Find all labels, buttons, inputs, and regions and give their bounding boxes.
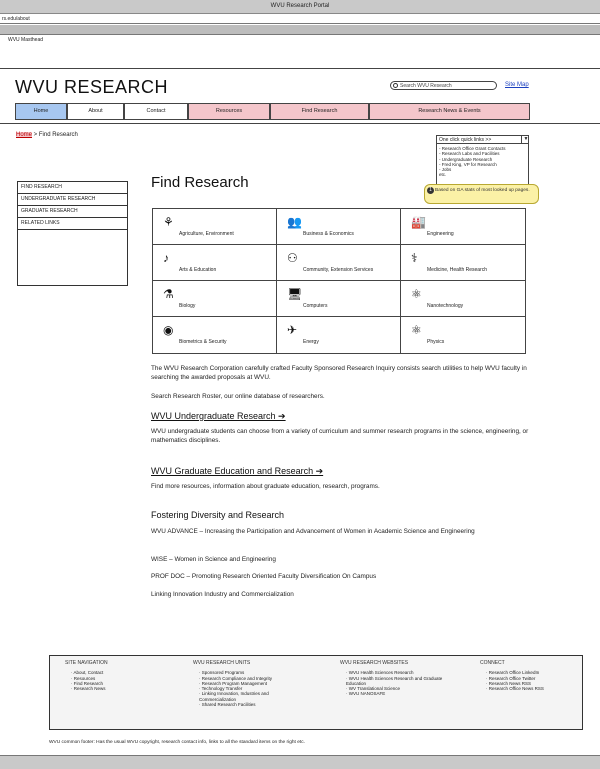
category-label: Nanotechnology bbox=[427, 303, 464, 309]
nav-home[interactable]: Home bbox=[15, 103, 67, 120]
factory-icon: 🏭 bbox=[411, 215, 426, 229]
eye-icon: ◉ bbox=[163, 323, 174, 337]
footer-link[interactable]: · Research News bbox=[71, 686, 108, 691]
quick-link-item[interactable]: - Jobs bbox=[439, 167, 452, 173]
footer-heading: WVU RESEARCH UNITS bbox=[193, 660, 251, 666]
window-title: WVU Research Portal bbox=[0, 0, 600, 14]
masthead: WVU Masthead bbox=[8, 37, 44, 43]
category-community[interactable] bbox=[277, 245, 401, 281]
atom-icon: ⚛ bbox=[411, 287, 422, 301]
plant-icon: ⚘ bbox=[163, 215, 174, 229]
diversity-item[interactable]: Linking Innovation Industry and Commercialization bbox=[151, 591, 294, 598]
diversity-heading: Fostering Diversity and Research bbox=[151, 510, 285, 520]
category-nanotechnology[interactable] bbox=[401, 281, 525, 317]
breadcrumb-separator: > bbox=[32, 132, 39, 138]
search-input[interactable]: Search WVU Research bbox=[390, 81, 497, 90]
category-label: Computers bbox=[303, 303, 328, 309]
diversity-item[interactable]: PROF DOC – Promoting Research Oriented Faculty Diversification On Campus bbox=[151, 573, 377, 580]
chevron-down-icon[interactable]: ▼ bbox=[521, 135, 530, 144]
side-nav-undergraduate-research[interactable]: UNDERGRADUATE RESEARCH bbox=[18, 194, 127, 206]
music-icon: ♪ bbox=[163, 251, 169, 265]
side-nav-graduate-research[interactable]: GRADUATE RESEARCH bbox=[18, 206, 127, 218]
quick-link-item[interactable]: etc. bbox=[439, 172, 447, 178]
breadcrumb-home[interactable]: Home bbox=[16, 132, 33, 138]
footer-link[interactable]: · Resources bbox=[71, 676, 108, 681]
site-map-link[interactable]: Site Map bbox=[505, 82, 529, 88]
category-label: Business & Economics bbox=[303, 231, 354, 237]
undergrad-text: WVU undergraduate students can choose from a variety of curriculum and summer research programs in the science, engineering, or mathematics disciplines. bbox=[151, 428, 529, 444]
community-icon: ⚇ bbox=[287, 251, 298, 265]
footer-link[interactable]: · Research Office Twitter bbox=[486, 676, 544, 681]
nav-resources[interactable]: Resources bbox=[188, 103, 270, 120]
roster-link[interactable]: Search Research Roster, our online database of researchers. bbox=[151, 393, 325, 400]
quick-link-item[interactable]: - Research Labs and Facilities bbox=[439, 151, 500, 157]
category-label: Arts & Education bbox=[179, 267, 217, 273]
footer-note: WVU common footer: Has the usual WVU copyright, research contact info, links to all the standard items on the right etc. bbox=[49, 740, 305, 745]
footer-link[interactable]: · Research Office LinkedIn bbox=[486, 670, 544, 675]
footer-link[interactable]: · WVU Health Sciences Research and Graduate Education bbox=[346, 676, 450, 687]
people-icon: 👥 bbox=[287, 215, 302, 229]
footer-link[interactable]: · Research Office News RSS bbox=[486, 686, 544, 691]
address-bar[interactable]: rs.edu/about bbox=[0, 14, 600, 24]
footer-link[interactable]: · Find Research bbox=[71, 681, 108, 686]
category-biometrics[interactable] bbox=[153, 317, 277, 353]
footer-heading: WVU RESEARCH WEBSITES bbox=[340, 660, 409, 666]
nav-divider bbox=[0, 123, 600, 124]
footer-link[interactable]: · WV Translational Science bbox=[346, 686, 450, 691]
footer-heading: CONNECT bbox=[480, 660, 505, 666]
annotation-number: 1 bbox=[427, 187, 434, 194]
category-label: Community, Extension Services bbox=[303, 267, 374, 273]
quick-link-item[interactable]: - Undergraduate Research bbox=[439, 156, 493, 162]
footer bbox=[49, 655, 583, 730]
category-biology[interactable] bbox=[153, 281, 277, 317]
intro-text: The WVU Research Corporation carefully crafted Faculty Sponsored Research Inquiry consists search utilities to help WVU faculty in searching the awarded proposals at WVU. bbox=[151, 365, 527, 381]
research-categories-grid bbox=[152, 208, 526, 354]
undergrad-heading-link[interactable]: WVU Undergraduate Research ➔ bbox=[151, 411, 286, 421]
side-nav bbox=[17, 181, 128, 286]
category-label: Engineering bbox=[427, 231, 454, 237]
footer-link[interactable]: · Research Compliance and Integrity bbox=[199, 676, 303, 681]
page-title: Find Research bbox=[151, 174, 249, 191]
quick-links-select[interactable]: One click quick links >> bbox=[436, 135, 529, 144]
footer-link[interactable]: · Sponsored Programs bbox=[199, 670, 303, 675]
category-label: Medicine, Health Research bbox=[427, 267, 488, 273]
category-label: Agriculture, Environment bbox=[179, 231, 234, 237]
masthead-divider bbox=[0, 68, 600, 69]
grad-heading-link[interactable]: WVU Graduate Education and Research ➔ bbox=[151, 466, 324, 476]
category-physics[interactable] bbox=[401, 317, 525, 353]
wind-turbine-icon: ✈ bbox=[287, 323, 298, 337]
diversity-item[interactable]: WISE – Women in Science and Engineering bbox=[151, 556, 276, 563]
category-label: Energy bbox=[303, 339, 319, 345]
category-medicine[interactable] bbox=[401, 245, 525, 281]
footer-link[interactable]: · Research Program Management bbox=[199, 681, 303, 686]
grad-text: Find more resources, information about graduate education, research, programs. bbox=[151, 483, 380, 490]
diversity-item[interactable]: WVU ADVANCE – Increasing the Participation and Advancement of Women in Academic Science and Engineering bbox=[151, 528, 475, 535]
footer-link[interactable]: · Shared Research Facilities bbox=[199, 702, 303, 707]
footer-column bbox=[480, 661, 544, 691]
nav-contact[interactable]: Contact bbox=[124, 103, 188, 120]
footer-link[interactable]: · Technology Transfer bbox=[199, 686, 303, 691]
footer-link[interactable]: · Linking Innovation, Industries and Commercialization bbox=[199, 691, 303, 702]
medical-icon: ⚕ bbox=[411, 251, 418, 265]
search-icon bbox=[393, 83, 398, 88]
footer-link[interactable]: · Research News RSS bbox=[486, 681, 544, 686]
computer-icon: 🖥 bbox=[287, 287, 303, 301]
quick-link-item[interactable]: - Fred King, VP for Research bbox=[439, 161, 497, 167]
bottom-bar bbox=[0, 755, 600, 769]
footer-column bbox=[340, 661, 450, 697]
annotation-note: Based on GA stats of most looked up pages. bbox=[424, 184, 539, 204]
footer-link[interactable]: · About, Contact bbox=[71, 670, 108, 675]
category-business[interactable] bbox=[277, 209, 401, 245]
nav-research-news[interactable]: Research News & Events bbox=[369, 103, 530, 120]
side-nav-find-research[interactable]: FIND RESEARCH bbox=[18, 182, 127, 194]
quick-link-item[interactable]: - Research Office Grant Contacts bbox=[439, 146, 506, 151]
site-brand[interactable]: WVU RESEARCH bbox=[15, 77, 169, 97]
breadcrumb bbox=[16, 132, 78, 138]
category-energy[interactable] bbox=[277, 317, 401, 353]
category-computers[interactable] bbox=[277, 281, 401, 317]
category-engineering[interactable] bbox=[401, 209, 525, 245]
quick-links-list bbox=[436, 144, 529, 186]
microscope-icon: ⚗ bbox=[163, 287, 174, 301]
footer-column bbox=[193, 661, 303, 707]
category-label: Physics bbox=[427, 339, 445, 345]
footer-heading: SITE NAVIGATION bbox=[65, 660, 108, 666]
category-label: Biology bbox=[179, 303, 196, 309]
category-label: Biometrics & Security bbox=[179, 339, 227, 345]
side-nav-related-links[interactable]: RELATED LINKS bbox=[18, 218, 127, 230]
toolbar-strip bbox=[0, 25, 600, 35]
nav-about[interactable]: About bbox=[67, 103, 124, 120]
footer-link[interactable]: · WVU Health Sciences Research bbox=[346, 670, 450, 675]
atom-icon: ⚛ bbox=[411, 323, 422, 337]
nav-find-research[interactable]: Find Research bbox=[270, 103, 369, 120]
breadcrumb-current: Find Research bbox=[38, 132, 78, 138]
category-agriculture[interactable] bbox=[153, 209, 277, 245]
footer-column bbox=[65, 661, 108, 691]
category-arts[interactable] bbox=[153, 245, 277, 281]
footer-link[interactable]: · WVU NANOSAFE bbox=[346, 691, 450, 696]
